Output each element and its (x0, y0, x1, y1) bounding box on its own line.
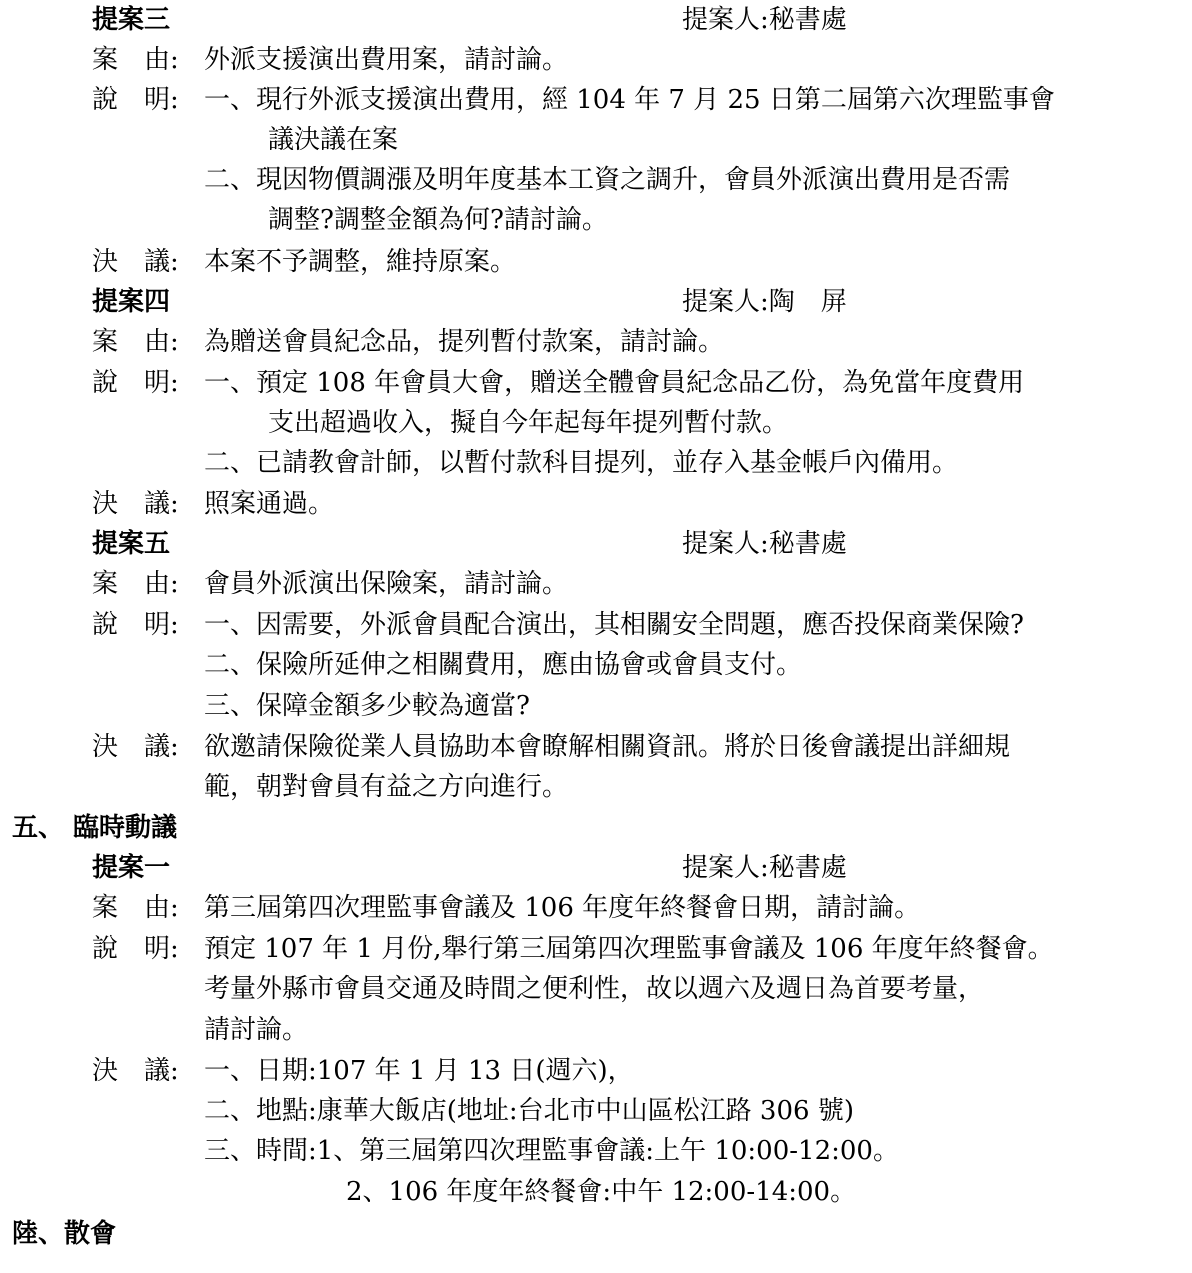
proposal-3-proposer: 提案人:秘書處 (682, 5, 847, 35)
proposal-5-resolution-row (92, 727, 1010, 767)
proposal-4-desc-row (92, 363, 1024, 403)
motion-1-resolution-3: 三、時間:1、第三屆第四次理監事會議:上午 10:00-12:00。 (204, 1136, 899, 1166)
proposal-5-desc-1: 一、因需要，外派會員配合演出，其相關安全問題，應否投保商業保險? (204, 610, 1024, 640)
proposal-4-reason-row (92, 322, 724, 362)
proposal-3-desc-1b: 議決議在案 (268, 125, 399, 155)
motion-1-title: 提案一 (92, 853, 171, 883)
proposal-3-desc-1a: 一、現行外派支援演出費用，經 104 年 7 月 25 日第二屆第六次理監事會 (204, 85, 1055, 115)
motion-1-proposer: 提案人:秘書處 (682, 853, 847, 883)
proposal-4-desc-1a: 一、預定 108 年會員大會，贈送全體會員紀念品乙份，為免當年度費用 (204, 368, 1025, 398)
motion-1-resolution-2: 二、地點:康華大飯店(地址:台北市中山區松江路 306 號) (204, 1096, 854, 1126)
motion-1-resolution-row (92, 1051, 634, 1091)
section-5-title: 五、 臨時動議 (12, 813, 178, 843)
desc-label: 說 明: (92, 368, 179, 398)
reason-label: 案 由: (92, 327, 179, 357)
desc-label: 說 明: (92, 610, 179, 640)
motion-1-desc-3: 請討論。 (204, 1015, 309, 1045)
proposal-5-desc-2: 二、保險所延伸之相關費用，應由協會或會員支付。 (204, 650, 803, 680)
proposal-5-title: 提案五 (92, 529, 171, 559)
resolution-label: 決 議: (92, 247, 179, 277)
proposal-3-desc-row (92, 80, 1055, 120)
proposal-4-proposer: 提案人:陶 屏 (682, 287, 847, 317)
motion-1-resolution-1: 一、日期:107 年 1 月 13 日(週六)， (204, 1056, 634, 1086)
reason-label: 案 由: (92, 569, 179, 599)
proposal-3-resolution-row (92, 242, 516, 282)
section-6-title: 陸、散會 (12, 1219, 117, 1249)
proposal-5-desc-3: 三、保障金額多少較為適當? (204, 691, 530, 721)
resolution-label: 決 議: (92, 489, 179, 519)
proposal-3-title: 提案三 (92, 5, 171, 35)
motion-1-resolution-4: 2、106 年度年終餐會:中午 12:00-14:00。 (346, 1177, 857, 1207)
proposal-3-desc-2a: 二、現因物價調漲及明年度基本工資之調升，會員外派演出費用是否需 (204, 165, 1011, 195)
motion-1-desc-2: 考量外縣市會員交通及時間之便利性，故以週六及週日為首要考量， (204, 974, 985, 1004)
proposal-5-reason: 會員外派演出保險案，請討論。 (204, 569, 569, 599)
proposal-5-proposer: 提案人:秘書處 (682, 529, 847, 559)
proposal-3-reason-row (92, 40, 568, 80)
proposal-5-resolution-1: 欲邀請保險從業人員協助本會瞭解相關資訊。將於日後會議提出詳細規 (204, 732, 1011, 762)
resolution-label: 決 議: (92, 1056, 179, 1086)
reason-label: 案 由: (92, 893, 179, 923)
motion-1-reason-row (92, 888, 920, 928)
desc-label: 說 明: (92, 934, 179, 964)
proposal-3-desc-2b: 調整?調整金額為何?請討論。 (268, 205, 608, 235)
proposal-5-desc-row (92, 605, 1024, 645)
proposal-3-reason: 外派支援演出費用案，請討論。 (204, 45, 569, 75)
desc-label: 說 明: (92, 85, 179, 115)
reason-label: 案 由: (92, 45, 179, 75)
proposal-4-title: 提案四 (92, 287, 171, 317)
motion-1-desc-row (92, 929, 1054, 969)
proposal-4-resolution-row (92, 484, 334, 524)
proposal-4-resolution: 照案通過。 (204, 489, 335, 519)
proposal-3-resolution: 本案不予調整，維持原案。 (204, 247, 517, 277)
proposal-5-reason-row (92, 564, 568, 604)
resolution-label: 決 議: (92, 732, 179, 762)
proposal-4-desc-1b: 支出超過收入，擬自今年起每年提列暫付款。 (268, 408, 789, 438)
proposal-4-reason: 為贈送會員紀念品，提列暫付款案，請討論。 (204, 327, 725, 357)
proposal-5-resolution-2: 範，朝對會員有益之方向進行。 (204, 772, 569, 802)
proposal-4-desc-2a: 二、已請教會計師，以暫付款科目提列，並存入基金帳戶內備用。 (204, 448, 959, 478)
motion-1-desc-1: 預定 107 年 1 月份,舉行第三屆第四次理監事會議及 106 年度年終餐會。 (204, 934, 1054, 964)
motion-1-reason: 第三屆第四次理監事會議及 106 年度年終餐會日期，請討論。 (204, 893, 921, 923)
